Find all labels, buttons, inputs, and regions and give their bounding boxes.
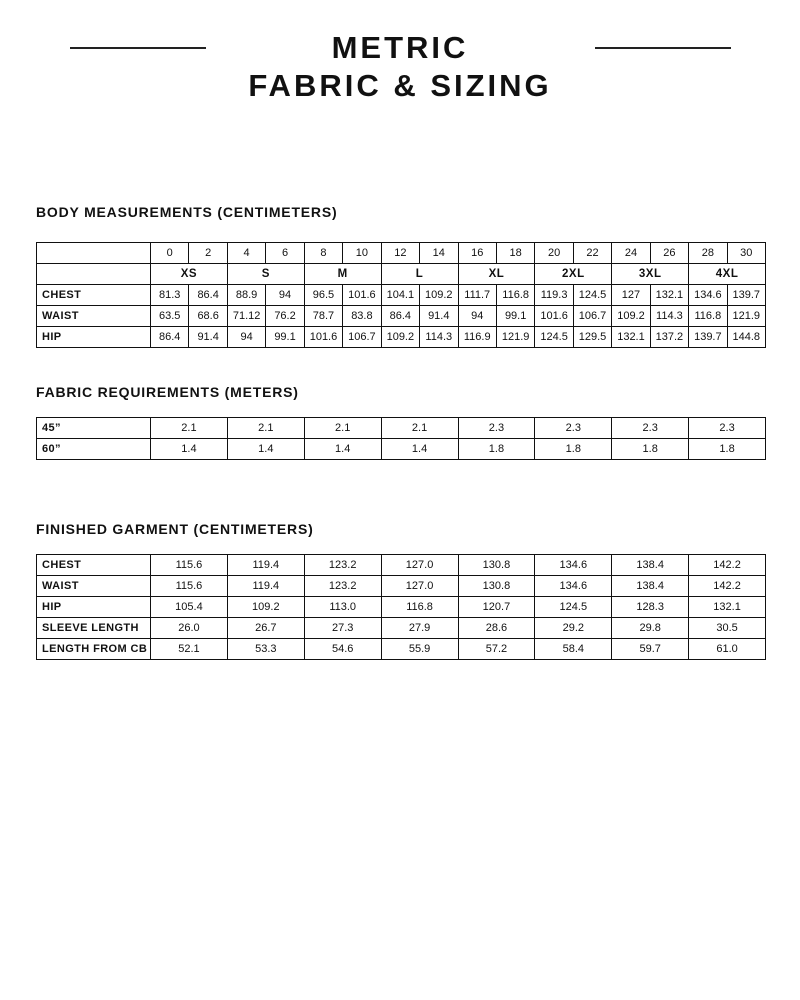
letter-size-cell: XS xyxy=(151,264,228,285)
value-cell: 127 xyxy=(612,285,650,306)
row-label: 45” xyxy=(37,418,151,439)
row-label: WAIST xyxy=(37,576,151,597)
letter-size-cell: 3XL xyxy=(612,264,689,285)
page-title-line1: METRIC xyxy=(331,30,469,65)
numeric-size-cell: 2 xyxy=(189,243,227,264)
value-cell: 109.2 xyxy=(612,306,650,327)
value-cell: 53.3 xyxy=(227,639,304,660)
value-cell: 86.4 xyxy=(189,285,227,306)
numeric-size-cell: 16 xyxy=(458,243,496,264)
value-cell: 2.3 xyxy=(689,418,766,439)
value-cell: 81.3 xyxy=(151,285,189,306)
numeric-size-row xyxy=(37,243,766,264)
value-cell: 124.5 xyxy=(573,285,611,306)
value-cell: 59.7 xyxy=(612,639,689,660)
value-cell: 115.6 xyxy=(151,555,228,576)
measurement-row xyxy=(37,327,766,348)
page-title-line2: FABRIC & SIZING xyxy=(248,68,552,103)
numeric-size-cell: 10 xyxy=(343,243,381,264)
value-cell: 124.5 xyxy=(535,327,573,348)
value-cell: 129.5 xyxy=(573,327,611,348)
value-cell: 111.7 xyxy=(458,285,496,306)
value-cell: 139.7 xyxy=(727,285,765,306)
value-cell: 134.6 xyxy=(689,285,727,306)
table-row xyxy=(37,639,766,660)
value-cell: 106.7 xyxy=(343,327,381,348)
letter-size-cell: 2XL xyxy=(535,264,612,285)
value-cell: 30.5 xyxy=(689,618,766,639)
value-cell: 116.8 xyxy=(496,285,534,306)
numeric-size-cell: 26 xyxy=(650,243,688,264)
value-cell: 106.7 xyxy=(573,306,611,327)
value-cell: 132.1 xyxy=(650,285,688,306)
value-cell: 29.8 xyxy=(612,618,689,639)
table-row xyxy=(37,439,766,460)
value-cell: 130.8 xyxy=(458,555,535,576)
table-row xyxy=(37,597,766,618)
value-cell: 68.6 xyxy=(189,306,227,327)
value-cell: 101.6 xyxy=(343,285,381,306)
value-cell: 119.4 xyxy=(227,576,304,597)
value-cell: 121.9 xyxy=(496,327,534,348)
row-label: LENGTH FROM CB xyxy=(37,639,151,660)
value-cell: 26.0 xyxy=(151,618,228,639)
numeric-size-cell: 28 xyxy=(689,243,727,264)
value-cell: 2.3 xyxy=(458,418,535,439)
value-cell: 128.3 xyxy=(612,597,689,618)
value-cell: 138.4 xyxy=(612,576,689,597)
numeric-size-cell: 14 xyxy=(420,243,458,264)
value-cell: 104.1 xyxy=(381,285,419,306)
value-cell: 132.1 xyxy=(689,597,766,618)
value-cell: 91.4 xyxy=(420,306,458,327)
value-cell: 113.0 xyxy=(304,597,381,618)
value-cell: 76.2 xyxy=(266,306,304,327)
value-cell: 2.1 xyxy=(151,418,228,439)
value-cell: 109.2 xyxy=(381,327,419,348)
corner-cell xyxy=(37,264,151,285)
value-cell: 1.4 xyxy=(227,439,304,460)
value-cell: 1.8 xyxy=(535,439,612,460)
measurement-row xyxy=(37,306,766,327)
value-cell: 58.4 xyxy=(535,639,612,660)
letter-size-cell: L xyxy=(381,264,458,285)
row-label: SLEEVE LENGTH xyxy=(37,618,151,639)
value-cell: 119.4 xyxy=(227,555,304,576)
value-cell: 28.6 xyxy=(458,618,535,639)
value-cell: 127.0 xyxy=(381,576,458,597)
letter-size-row xyxy=(37,264,766,285)
numeric-size-cell: 30 xyxy=(727,243,765,264)
value-cell: 52.1 xyxy=(151,639,228,660)
value-cell: 116.8 xyxy=(689,306,727,327)
value-cell: 94 xyxy=(266,285,304,306)
value-cell: 1.8 xyxy=(689,439,766,460)
value-cell: 134.6 xyxy=(535,555,612,576)
value-cell: 27.3 xyxy=(304,618,381,639)
value-cell: 88.9 xyxy=(227,285,265,306)
value-cell: 101.6 xyxy=(535,306,573,327)
value-cell: 116.8 xyxy=(381,597,458,618)
value-cell: 114.3 xyxy=(650,306,688,327)
numeric-size-cell: 24 xyxy=(612,243,650,264)
value-cell: 121.9 xyxy=(727,306,765,327)
value-cell: 57.2 xyxy=(458,639,535,660)
value-cell: 63.5 xyxy=(151,306,189,327)
value-cell: 115.6 xyxy=(151,576,228,597)
letter-size-cell: 4XL xyxy=(689,264,766,285)
numeric-size-cell: 20 xyxy=(535,243,573,264)
value-cell: 105.4 xyxy=(151,597,228,618)
value-cell: 2.3 xyxy=(612,418,689,439)
value-cell: 132.1 xyxy=(612,327,650,348)
value-cell: 99.1 xyxy=(496,306,534,327)
corner-cell xyxy=(37,243,151,264)
value-cell: 1.4 xyxy=(381,439,458,460)
value-cell: 71.12 xyxy=(227,306,265,327)
value-cell: 1.8 xyxy=(458,439,535,460)
numeric-size-cell: 4 xyxy=(227,243,265,264)
finished-garment-title: FINISHED GARMENT (CENTIMETERS) xyxy=(36,521,314,537)
value-cell: 134.6 xyxy=(535,576,612,597)
value-cell: 127.0 xyxy=(381,555,458,576)
value-cell: 123.2 xyxy=(304,555,381,576)
value-cell: 130.8 xyxy=(458,576,535,597)
value-cell: 1.8 xyxy=(612,439,689,460)
value-cell: 116.9 xyxy=(458,327,496,348)
value-cell: 78.7 xyxy=(304,306,342,327)
value-cell: 27.9 xyxy=(381,618,458,639)
numeric-size-cell: 22 xyxy=(573,243,611,264)
table-row xyxy=(37,576,766,597)
value-cell: 2.3 xyxy=(535,418,612,439)
numeric-size-cell: 18 xyxy=(496,243,534,264)
measurement-row xyxy=(37,285,766,306)
value-cell: 99.1 xyxy=(266,327,304,348)
value-cell: 86.4 xyxy=(151,327,189,348)
value-cell: 86.4 xyxy=(381,306,419,327)
value-cell: 29.2 xyxy=(535,618,612,639)
value-cell: 109.2 xyxy=(227,597,304,618)
table-row xyxy=(37,555,766,576)
value-cell: 55.9 xyxy=(381,639,458,660)
value-cell: 2.1 xyxy=(227,418,304,439)
value-cell: 114.3 xyxy=(420,327,458,348)
value-cell: 54.6 xyxy=(304,639,381,660)
row-label: WAIST xyxy=(37,306,151,327)
value-cell: 101.6 xyxy=(304,327,342,348)
letter-size-cell: M xyxy=(304,264,381,285)
value-cell: 1.4 xyxy=(151,439,228,460)
letter-size-cell: XL xyxy=(458,264,535,285)
row-label: CHEST xyxy=(37,555,151,576)
value-cell: 83.8 xyxy=(343,306,381,327)
table-row xyxy=(37,618,766,639)
row-label: HIP xyxy=(37,597,151,618)
fabric-requirements-table xyxy=(36,417,766,460)
value-cell: 94 xyxy=(227,327,265,348)
value-cell: 144.8 xyxy=(727,327,765,348)
value-cell: 139.7 xyxy=(689,327,727,348)
value-cell: 2.1 xyxy=(304,418,381,439)
value-cell: 124.5 xyxy=(535,597,612,618)
numeric-size-cell: 8 xyxy=(304,243,342,264)
value-cell: 138.4 xyxy=(612,555,689,576)
row-label: 60” xyxy=(37,439,151,460)
value-cell: 137.2 xyxy=(650,327,688,348)
value-cell: 119.3 xyxy=(535,285,573,306)
numeric-size-cell: 0 xyxy=(151,243,189,264)
value-cell: 91.4 xyxy=(189,327,227,348)
value-cell: 120.7 xyxy=(458,597,535,618)
letter-size-cell: S xyxy=(227,264,304,285)
value-cell: 2.1 xyxy=(381,418,458,439)
fabric-requirements-title: FABRIC REQUIREMENTS (METERS) xyxy=(36,384,299,400)
finished-garment-table xyxy=(36,554,766,660)
body-measurements-title: BODY MEASUREMENTS (CENTIMETERS) xyxy=(36,204,338,220)
value-cell: 123.2 xyxy=(304,576,381,597)
table-row xyxy=(37,418,766,439)
value-cell: 26.7 xyxy=(227,618,304,639)
value-cell: 1.4 xyxy=(304,439,381,460)
value-cell: 96.5 xyxy=(304,285,342,306)
value-cell: 61.0 xyxy=(689,639,766,660)
row-label: HIP xyxy=(37,327,151,348)
value-cell: 94 xyxy=(458,306,496,327)
row-label: CHEST xyxy=(37,285,151,306)
numeric-size-cell: 12 xyxy=(381,243,419,264)
numeric-size-cell: 6 xyxy=(266,243,304,264)
value-cell: 142.2 xyxy=(689,576,766,597)
value-cell: 109.2 xyxy=(420,285,458,306)
body-measurements-table xyxy=(36,242,766,348)
value-cell: 142.2 xyxy=(689,555,766,576)
